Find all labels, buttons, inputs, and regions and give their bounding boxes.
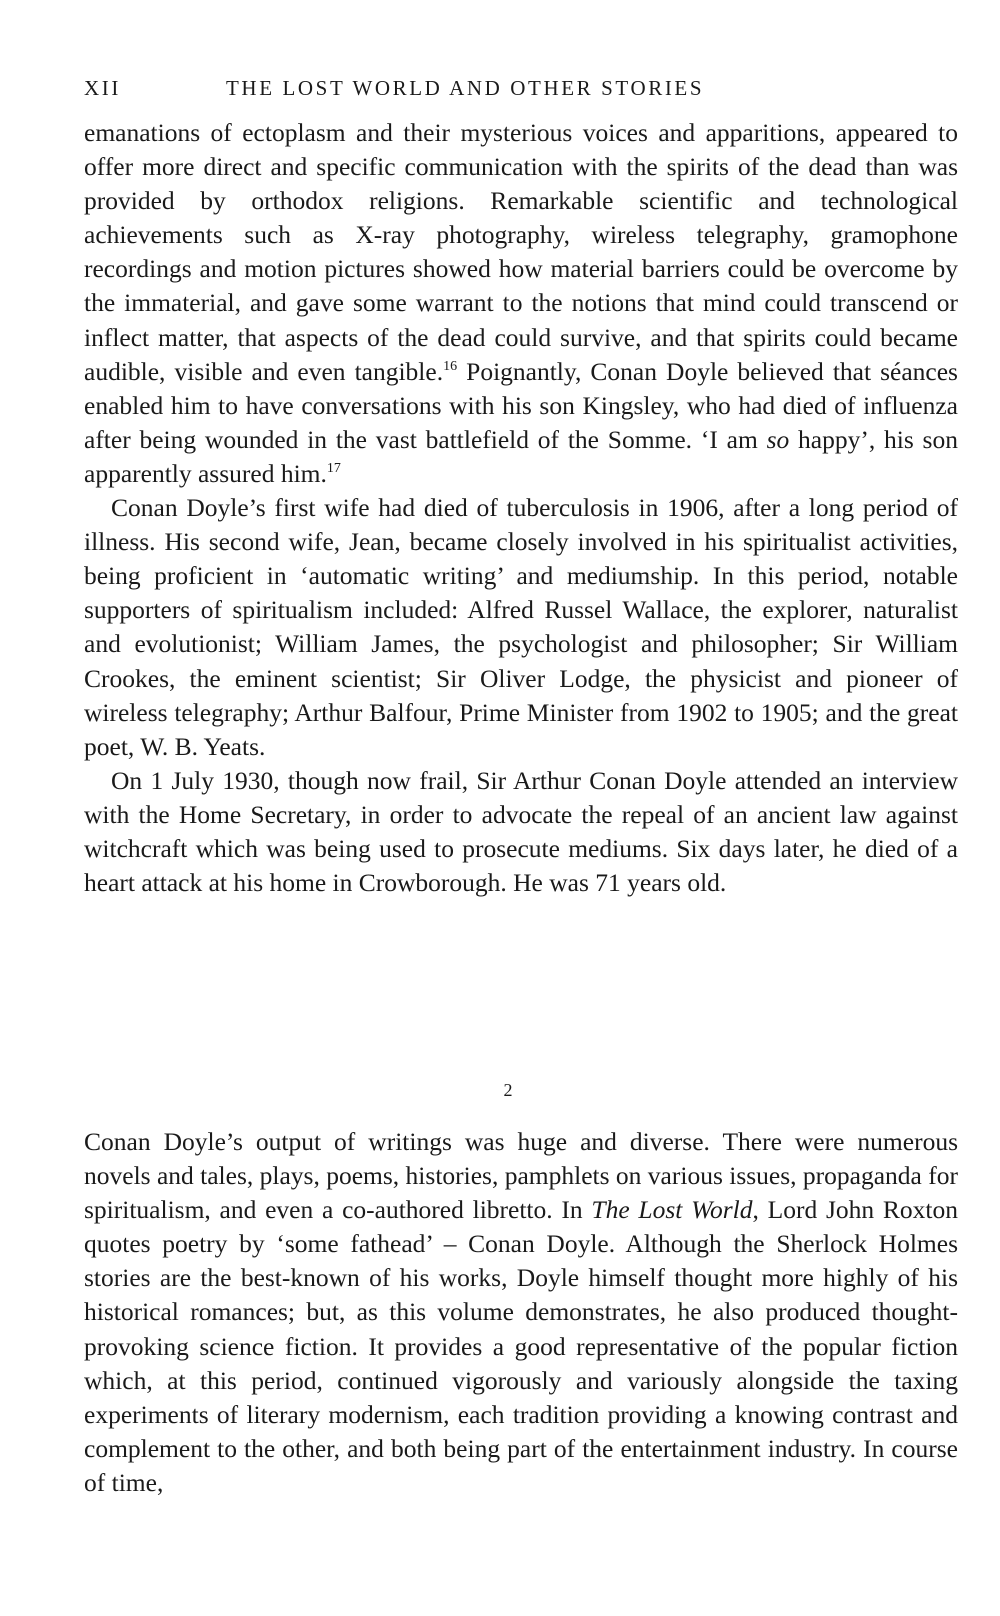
paragraph-text: emanations of ectoplasm and their mysterious voices and apparitions, appeared to offer more direct and specific communication with the spirits of the dead than was provided by orthodox religions. Remarkable scientific and technological achievements such as X-ray photography, wireless telegraphy, gramophone recordings and motion pictures showed how material barriers could be overcome by the immaterial, and gave some warrant to the notions that mind could transcend or inflect matter, that aspects of the dead could survive, and that spirits could became audible, visible and even tangible.	[84, 118, 958, 386]
text-block-top	[84, 116, 958, 900]
paragraph-text: Conan Doyle’s output of writings was huge and diverse. There were numerous novels and tales, plays, poems, histories, pamphlets on various issues, propaganda for spiritualism, and even a co-authored libretto. In	[84, 1127, 958, 1225]
book-title: The Lost World	[591, 1195, 753, 1225]
paragraph-text: happy’, his son apparently assured him.	[84, 424, 958, 488]
paragraph-spiritualism: Conan Doyle’s first wife had died of tuberculosis in 1906, after a long period of illness. His second wife, Jean, became closely involved in his spiritualist activities, being proficient in ‘automatic writing’ and mediumship. In this period, notable supporters of spiritualism included: Alfred Russel Wallace, the explorer, naturalist and evolutionist; William James, the psychologist and philosopher; Sir William Crookes, the eminent scientist; Sir Oliver Lodge, the physicist and pioneer of wireless telegraphy; Arthur Balfour, Prime Minister from 1902 to 1905; and the great poet, W. B. Yeats.	[84, 493, 958, 761]
paragraph-output	[84, 1125, 958, 1500]
paragraph-death: On 1 July 1930, though now frail, Sir Arthur Conan Doyle attended an interview with the Home Secretary, in order to advocate the repeal of an ancient law against witchcraft which was being used to prosecute mediums. Six days later, he died of a heart attack at his home in Crowborough. He was 71 years old.	[84, 765, 958, 898]
running-title: THE LOST WORLD AND OTHER STORIES	[226, 76, 705, 100]
emphasis-text: so	[766, 424, 790, 454]
paragraph-text: Poignantly, Conan Doyle believed that séances enabled him to have conversations with his son Kingsley, who had died of influenza after being wounded in the vast battlefield of the Somme. ‘I am	[84, 356, 958, 454]
footnote-reference: 16	[443, 358, 458, 374]
paragraph-continuation	[84, 116, 958, 491]
running-header	[84, 76, 962, 106]
page-number: XII	[84, 76, 121, 100]
text-block-bottom	[84, 1125, 958, 1500]
paragraph-text: , Lord John Roxton quotes poetry by ‘some fathead’ – Conan Doyle. Although the Sherlock Holmes stories are the best-known of his works, Doyle himself thought more highly of his historical romances; but, as this volume demonstrates, he also produced thought-provoking science fiction. It provides a good representative of the popular fiction which, at this period, continued vigorously and variously alongside the taxing experiments of literary modernism, each tradition providing a knowing contrast and complement to the other, and both being part of the entertainment industry. In course of time,	[84, 1195, 958, 1497]
section-number: 2	[503, 1080, 513, 1100]
footnote-reference: 17	[326, 460, 341, 476]
